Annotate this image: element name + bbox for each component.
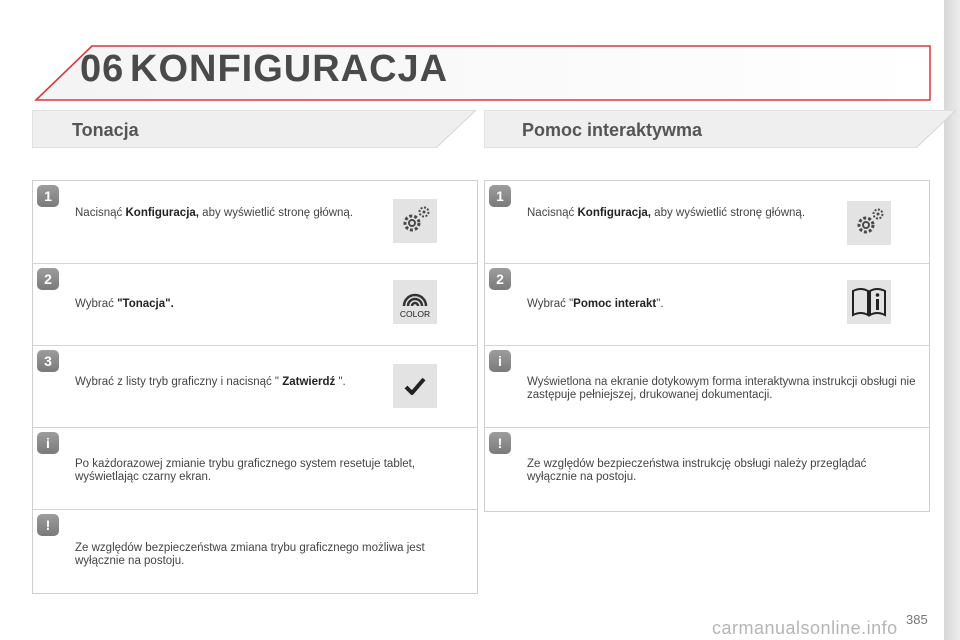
- step-badge: 1: [37, 185, 59, 207]
- step-text: Nacisnąć Konfiguracja, aby wyświetlić stronę główną.: [75, 207, 354, 219]
- settings-gear-icon: [397, 203, 433, 239]
- info-text: Wyświetlona na ekranie dotykowym forma interaktywna instrukcji obsługi nie zastępuje pełniejszej, drukowanej dokumentacji.: [527, 376, 916, 401]
- chapter-number: 06: [80, 48, 125, 90]
- warning-icon: !: [37, 514, 59, 536]
- chapter-title: KONFIGURACJA: [130, 48, 449, 90]
- section-title-pomoc: Pomoc interaktywma: [522, 120, 703, 140]
- step-badge: 3: [37, 350, 59, 372]
- step-row: [33, 181, 477, 263]
- warning-text: Ze względów bezpieczeństwa instrukcję obsługi należy przeglądać wyłącznie na postoju.: [527, 458, 867, 483]
- step-badge: 2: [37, 268, 59, 290]
- color-tone-icon: [395, 282, 435, 322]
- step-text: Wybrać "Tonacja".: [75, 298, 174, 310]
- step-text: Wybrać "Pomoc interakt".: [527, 298, 664, 310]
- step-row: [33, 263, 477, 346]
- warning-icon: !: [489, 432, 511, 454]
- settings-gear-icon-box: [393, 199, 437, 243]
- step-row: [33, 345, 477, 428]
- manual-book-icon: [850, 285, 888, 319]
- info-icon: i: [489, 350, 511, 372]
- step-badge: 1: [489, 185, 511, 207]
- checkmark-icon: [403, 374, 427, 398]
- settings-gear-icon: [851, 205, 887, 241]
- section-title-tonacja: Tonacja: [72, 120, 139, 140]
- info-icon: i: [37, 432, 59, 454]
- info-text: Po każdorazowej zmianie trybu graficznego system resetuje tablet, wyświetlając czarny ekran.: [75, 458, 416, 483]
- info-row: [485, 345, 929, 428]
- watermark-text: carmanualsonline.info: [712, 618, 898, 638]
- step-text: Wybrać z listy tryb graficzny i nacisnąć " Zatwierdź ".: [75, 376, 346, 388]
- checkmark-icon-box: [393, 364, 437, 408]
- step-badge: 2: [489, 268, 511, 290]
- warning-row: [33, 509, 477, 594]
- warning-text: Ze względów bezpieczeństwa zmiana trybu graficznego możliwa jest wyłącznie na postoju.: [75, 542, 425, 567]
- manual-book-icon-box: [847, 280, 891, 324]
- right-steps-panel: [484, 180, 930, 512]
- left-steps-panel: [32, 180, 478, 594]
- step-row: [485, 263, 929, 346]
- warning-row: [485, 427, 929, 512]
- svg-text:COLOR: COLOR: [399, 309, 431, 319]
- color-tone-icon-box: [393, 280, 437, 324]
- step-text: Nacisnąć Konfiguracja, aby wyświetlić stronę główną.: [527, 207, 806, 219]
- step-row: [485, 181, 929, 263]
- page-number: 385: [906, 612, 928, 627]
- settings-gear-icon-box: [847, 201, 891, 245]
- info-row: [33, 427, 477, 510]
